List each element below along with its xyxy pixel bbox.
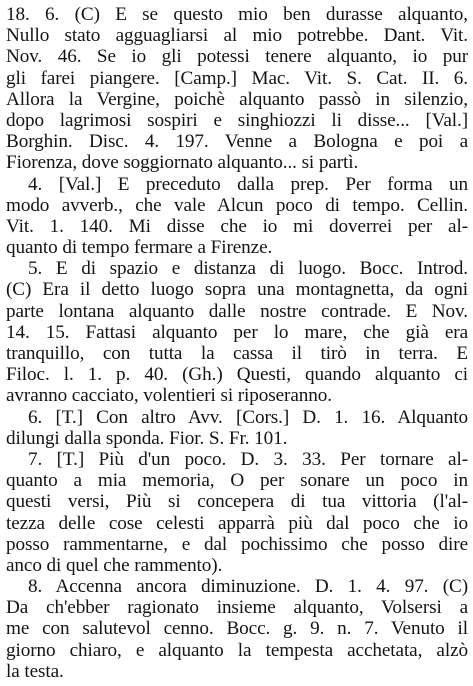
text-line: Nullo stato agguagliarsi al mio potrebbe. Dant. Vit. — [6, 25, 468, 47]
text-line: la testa. — [6, 660, 64, 682]
text-line: 5. E di spazio e distanza di luogo. Bocc. Introd. — [28, 258, 468, 280]
text-line: 14. 15. Fattasi alquanto per lo mare, che già era — [6, 321, 468, 343]
text-line: giorno chiaro, e alquanto la tempesta acchetata, alzò — [6, 639, 468, 661]
text-line: quanto a mia memoria, O per sonare un poco in — [6, 470, 468, 492]
text-line: Filoc. l. 1. p. 40. (Gh.) Questi, quando alquanto ci — [6, 364, 468, 386]
text-line: tezza delle cose celesti apparrà più dal poco che io — [6, 512, 468, 534]
text-line: Borghin. Disc. 4. 197. Venne a Bologna e poi a — [6, 131, 468, 153]
text-line: (C) Era il detto luogo sopra una montagnetta, da ogni — [6, 279, 468, 301]
text-line: parte lontana alquanto dalle nostre contrade. E Nov. — [6, 300, 468, 322]
text-line: gli farei piangere. [Camp.] Mac. Vit. S. Cat. II. 6. — [6, 67, 468, 89]
text-line: tranquillo, con tutta la cassa il tirò in terra. E — [6, 343, 468, 364]
text-line: 7. [T.] Più d'un poco. D. 3. 33. Per tornare al- — [28, 448, 468, 470]
text-line: Allora la Vergine, poichè alquanto passò in silenzio, — [6, 88, 468, 110]
text-line: 4. [Val.] E preceduto dalla prep. Per forma un — [28, 173, 468, 195]
text-line: me con salutevol cenno. Bocc. g. 9. n. 7. Venuto il — [6, 618, 468, 640]
text-line: 18. 6. (C) E se questo mio ben durasse alquanto, — [6, 4, 468, 25]
text-line: 8. Accenna ancora diminuzione. D. 1. 4. 97. (C) — [28, 576, 468, 598]
text-line: Da ch'ebber ragionato insieme alquanto, Volsersi a — [6, 597, 468, 619]
text-line: 6. [T.] Con altro Avv. [Cors.] D. 1. 16. Alquanto — [28, 406, 468, 428]
text-line: dilungi dalla sponda. Fior. S. Fr. 101. — [6, 427, 288, 449]
text-line: posso rammentarne, e dal pochissimo che posso dire — [6, 533, 468, 555]
text-line: avranno cacciato, volentieri si riposeranno. — [6, 385, 332, 407]
text-line: Fiorenza, dove soggiornato alquanto... si partì. — [6, 152, 359, 174]
text-line: Vit. 1. 140. Mi disse che io mi doverrei per al- — [6, 215, 468, 237]
dictionary-entry-text — [6, 4, 468, 682]
text-line: modo avverb., che vale Alcun poco di tempo. Cellin. — [6, 194, 468, 216]
text-line: questi versi, Più si concepera di tua vittoria (l'al- — [6, 491, 468, 513]
text-line: Nov. 46. Se io gli potessi tenere alquanto, io pur — [6, 46, 468, 68]
text-line: dopo lagrimosi sospiri e singhiozzi li disse... [Val.] — [6, 109, 468, 131]
text-line: anco di quel che rammento). — [6, 554, 223, 576]
text-line: quanto di tempo fermare a Firenze. — [6, 237, 273, 259]
